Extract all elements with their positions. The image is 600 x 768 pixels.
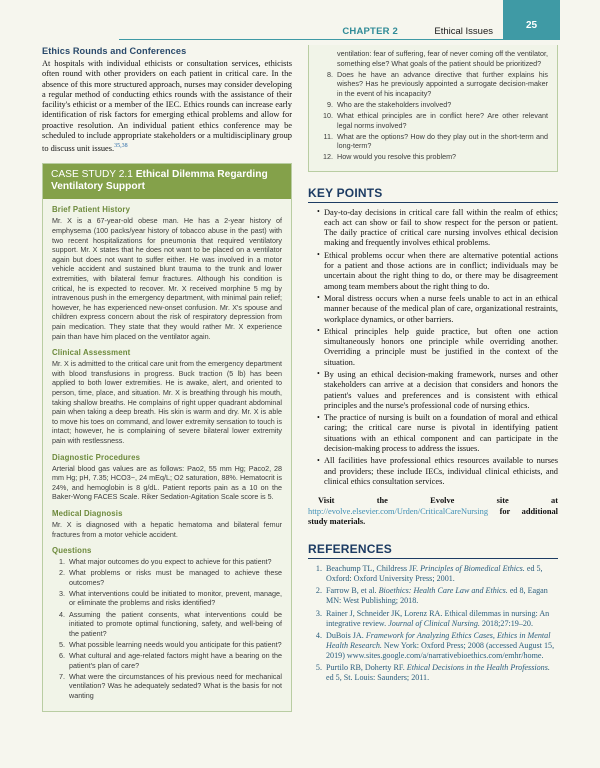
section-paragraph	[42, 59, 292, 154]
case-section-heading-diagnostics: Diagnostic Procedures	[52, 452, 141, 462]
reference-title: Principles of Biomedical Ethics.	[420, 564, 525, 574]
case-questions-list-left	[52, 557, 282, 700]
case-section-heading-assessment: Clinical Assessment	[52, 348, 131, 358]
reference-authors: Beachump TL, Childress JF.	[326, 564, 421, 574]
evolve-trail: for additional study materials.	[308, 506, 558, 527]
section-paragraph-text: At hospitals with individual ethicists or consultation services, ethicists often round with other providers on each patient in critical care. In the absence of this more structured approach, nurses may consider developing a regular method of conducting ethics rounds with the assistance of their facility's ethicist or a member of the IEC. Ethics rounds can increase early identification of risk factors for emerging ethical problems and allow for proactive resolution. An individual patient ethics conference may be scheduled to include appropriate stakeholders or a multidisciplinary group to discuss unit issues.	[42, 59, 292, 154]
list-item: • Day-to-day decisions in critical care fall within the realm of ethics; each act can show or fail to show respect for the person or patient. The daily practice of critical care nursing involves ethical decision making and frequently involves ethical problems.	[317, 208, 558, 249]
reference-title: Journal of Clinical Nursing.	[388, 618, 480, 628]
case-questions-heading: Questions	[52, 546, 92, 556]
list-item: 4. Assuming the patient consents, what interventions could be initiated to promote optimal functioning, safety, and well-being of the patient?	[67, 610, 282, 639]
page-number: 25	[525, 20, 538, 31]
left-column	[42, 46, 292, 712]
key-points-list	[308, 208, 558, 488]
reference-title: Bioethics: Health Care Law and Ethics.	[378, 586, 508, 596]
evolve-lead: Visit the Evolve site at	[318, 496, 558, 506]
reference-rest: 2018;27:19–20.	[479, 618, 533, 628]
list-item: 1. What major outcomes do you expect to achieve for this patient?	[67, 557, 282, 567]
key-points-heading: KEY POINTS	[308, 186, 558, 203]
list-item: 7. What were the circumstances of his previous need for mechanical ventilation? Was he adequately sedated? What is the basis for not wanting	[67, 672, 282, 701]
list-item: 2. What problems or risks must be managed to achieve these outcomes?	[67, 568, 282, 587]
running-head	[40, 18, 560, 40]
reference-superscript: 35,38	[114, 143, 128, 150]
list-item: 6. What cultural and age-related factors might have a bearing on the patient's plan of care?	[67, 651, 282, 670]
list-item: • By using an ethical decision-making framework, nurses and other stakeholders can arrive at a decision that considers and honors the patient's values and preferences and is consistent with ethical principles and the nurse's professional code of nursing ethics.	[317, 370, 558, 411]
case-study-box	[42, 163, 292, 711]
list-item: 8. Does he have an advance directive that further explains his wishes? Has he previously appointed a surrogate decision-maker in the event of his incapacity?	[335, 70, 548, 99]
case-study-box-continued	[308, 45, 558, 172]
list-item: 10. What ethical principles are in conflict here? Are other relevant legal norms involved?	[335, 111, 548, 130]
case-study-title: Ethical Dilemma Regarding Ventilatory Support	[51, 169, 268, 193]
case-section-text-assessment: Mr. X is admitted to the critical care unit from the emergency department with blood transfusions in progress. Buck traction (5 lb) has been applied to both lower extremities. He is awake, alert, and oriented to person, time, place, and situation. Mr. X is breathing through his mouth, taking shallow breaths. He complains of right upper quadrant abdominal pain when taking a deep breath. His skin is warm and dry. Mr. X is able to move his toes on command, and lower extremity sensation to touch is intact; however, he is complaining of severe bilateral lower extremity pain with restlessness.	[52, 359, 282, 445]
list-item	[324, 586, 558, 606]
list-item	[324, 609, 558, 629]
case-study-body	[43, 199, 291, 710]
header-rule	[119, 39, 560, 41]
case-study-header	[43, 164, 291, 199]
reference-authors: Purtilo RB, Doherty RF.	[326, 663, 407, 673]
list-item: 12. How would you resolve this problem?	[335, 152, 548, 162]
list-item	[324, 564, 558, 584]
list-item	[324, 631, 558, 661]
reference-rest: ed 5, Oxford: Oxford University Press; 2001.	[326, 564, 543, 583]
list-item: • All facilities have professional ethics resources available to nurses and providers; these include IECs, individual clinical ethicists, and clinical ethics consultation services.	[317, 456, 558, 487]
list-item: 11. What are the options? How do they play out in the short-term and long-term?	[335, 132, 548, 151]
list-item: 3. What interventions could be initiated to monitor, prevent, manage, or eliminate the problems and risks identified?	[67, 589, 282, 608]
reference-title: Ethical Decisions in the Health Professions.	[406, 663, 550, 673]
reference-title: Framework for Analyzing Ethics Cases, Ethics in Mental Health Research.	[326, 630, 551, 650]
list-item	[324, 663, 558, 683]
reference-authors: Rainer J, Schneider JK, Lorenz RA. Ethical dilemmas in nursing: An integrative review.	[326, 608, 550, 628]
case-questions-list-right	[318, 70, 548, 162]
reference-rest: New York: Oxford Press; 2008 (accessed August 15, 2019) www.sites.google.com/a/narrativebioethics.com/emhr/home.	[326, 640, 555, 660]
evolve-note	[308, 496, 558, 528]
reference-authors: DuBois JA.	[326, 630, 366, 640]
case-section-heading-history: Brief Patient History	[52, 205, 131, 215]
reference-rest: ed 5, St. Louis: Saunders; 2011.	[326, 673, 430, 683]
references-list	[308, 564, 558, 683]
case-section-text-history: Mr. X is a 67-year-old obese man. He has a 2-year history of emphysema (100 packs/year history of tobacco abuse in the past) with two recent hospitalizations for pneumonia that required ventilatory support. Mr. X states that he does not want to be placed on a ventilator again but does not want to suffer either. He was involved in a motor vehicle accident and sustained blunt trauma to the trunk and lower extremities, with bilateral femur fractures. Although his condition is critical, he is expected to recover. Mr. X received morphine 5 mg by intravenous push in the emergency department, with minimal pain relief; however, he has experienced new-onset confusion. Mr. X's spouse and children express concern about the risk of respiratory depression from pain medication. They state that they would rather Mr. X experience pain than have him placed on the ventilator again.	[52, 216, 282, 341]
question-7-continuation: ventilation: fear of suffering, fear of never coming off the ventilator, something else? What goals of the patient should be prioritized?	[337, 49, 548, 68]
list-item: 5. What possible learning needs would you anticipate for this patient?	[67, 640, 282, 650]
list-item: • Moral distress occurs when a nurse feels unable to act in an ethical manner because of the medical plan of care, organizational restraints, workplace dynamics, or other barriers.	[317, 294, 558, 325]
list-item: • Ethical principles help guide practice, but often one action simultaneously honors one principle while overriding another. Overriding a principle must be justified in the context of the situation.	[317, 327, 558, 368]
case-section-text-medical-diagnosis: Mr. X is diagnosed with a hepatic hematoma and bilateral femur fractures from a motor vehicle accident.	[52, 519, 282, 539]
section-heading: Ethics Rounds and Conferences	[42, 46, 187, 56]
chapter-title: Ethical Issues	[434, 26, 493, 37]
evolve-link[interactable]: http://evolve.elsevier.com/Urden/CriticalCareNursing	[308, 506, 489, 516]
list-item: • The practice of nursing is built on a foundation of moral and ethical caring; the critical care nurse is pivotal in identifying patient situations with an ethical component and can participate in the decision-making process to address the issues.	[317, 413, 558, 454]
reference-authors: Farrow B, et al.	[326, 586, 379, 596]
reference-rest: ed 8, Eagan MN: West Publishing; 2018.	[326, 586, 548, 606]
case-section-heading-medical-diagnosis: Medical Diagnosis	[52, 508, 123, 518]
case-section-text-diagnostics: Arterial blood gas values are as follows: Pao2, 55 mm Hg; Paco2, 28 mm Hg; pH, 7.35; HCO3−, 24 mEq/L; O2 saturation, 88%. Hematocrit is 24%, and hemoglobin is 8 g/dL. Patient reports pain as a 10 on the Baker-Wong FACES Scale. Riker Sedation-Agitation Scale score is 5.	[52, 463, 282, 502]
list-item: 9. Who are the stakeholders involved?	[335, 100, 548, 110]
right-column	[308, 46, 558, 686]
chapter-label: CHAPTER 2	[342, 26, 398, 37]
case-study-label: CASE STUDY 2.1	[51, 169, 133, 181]
list-item: • Ethical problems occur when there are alternative potential actions for a patient and those actions are in conflict; individuals may be uncertain about the right thing to do, or there may be disagreement among team members about the right thing to do.	[317, 251, 558, 292]
references-heading: REFERENCES	[308, 542, 558, 559]
